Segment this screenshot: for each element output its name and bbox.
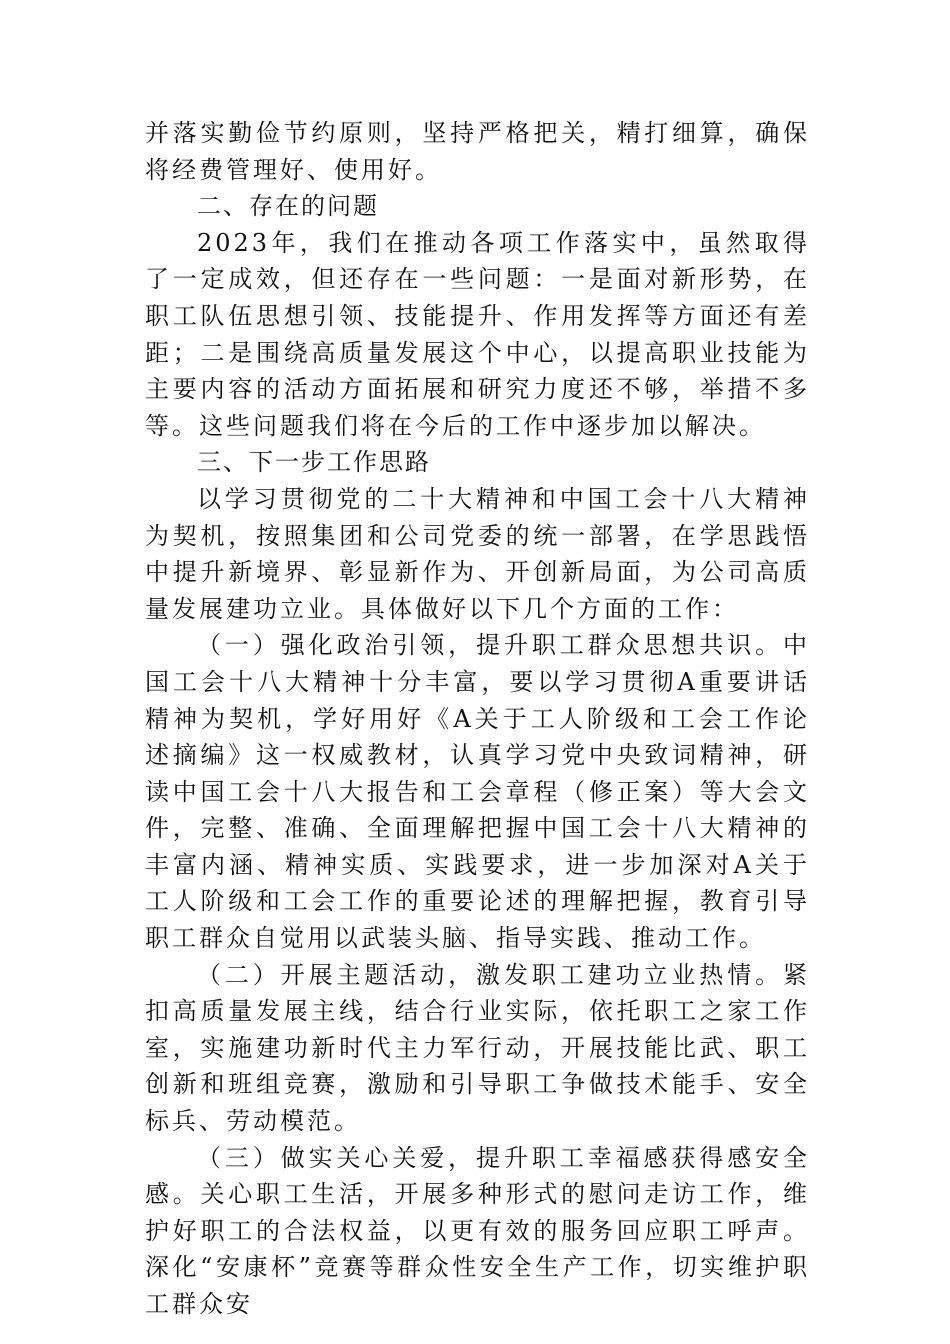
paragraph-item-2: （二）开展主题活动，激发职工建功立业热情。紧扣高质量发展主线，结合行业实际，依托职工之家工作室，实施建功新时代主力军行动，开展技能比武、职工创新和班组竞赛，激励和引导职工争做技术能手、安全标兵、劳动模范。: [145, 960, 810, 1136]
paragraph-item-1: （一）强化政治引领，提升职工群众思想共识。中国工会十八大精神十分丰富，要以学习贯彻A重要讲话精神为契机，学好用好《A关于工人阶级和工会工作论述摘编》这一权威教材，认真学习党中央致词精神，研读中国工会十八大报告和工会章程（修正案）等大会文件，完整、准确、全面理解把握中国工会十八大精神的丰富内涵、精神实质、实践要求，进一步加深对A关于工人阶级和工会工作的重要论述的理解把握，教育引导职工群众自觉用以武装头脑、指导实践、推动工作。: [145, 631, 810, 953]
section-heading-next-steps: 三、下一步工作思路: [197, 448, 431, 477]
section-heading-problems: 二、存在的问题: [197, 192, 379, 221]
paragraph-continued: 并落实勤俭节约原则，坚持严格把关，精打细算，确保将经费管理好、使用好。: [145, 119, 810, 184]
paragraph-item-3: （三）做实关心关爱，提升职工幸福感获得感安全感。关心职工生活，开展多种形式的慰问走访工作，维护好职工的合法权益，以更有效的服务回应职工呼声。深化“安康杯”竞赛等群众性安全生产工作，切实维护职工群众安: [145, 1143, 810, 1318]
paragraph-problems: 2023年，我们在推动各项工作落实中，虽然取得了一定成效，但还存在一些问题：一是面对新形势，在职工队伍思想引领、技能提升、作用发挥等方面还有差距；二是围绕高质量发展这个中心，以提高职业技能为主要内容的活动方面拓展和研究力度还不够，举措不多等。这些问题我们将在今后的工作中逐步加以解决。: [145, 228, 810, 440]
document-page: [145, 115, 810, 1323]
paragraph-next-steps-intro: 以学习贯彻党的二十大精神和中国工会十八大精神为契机，按照集团和公司党委的统一部署，在学思践悟中提升新境界、彰显新作为、开创新局面，为公司高质量发展建功立业。具体做好以下几个方面的工作：: [145, 484, 810, 623]
